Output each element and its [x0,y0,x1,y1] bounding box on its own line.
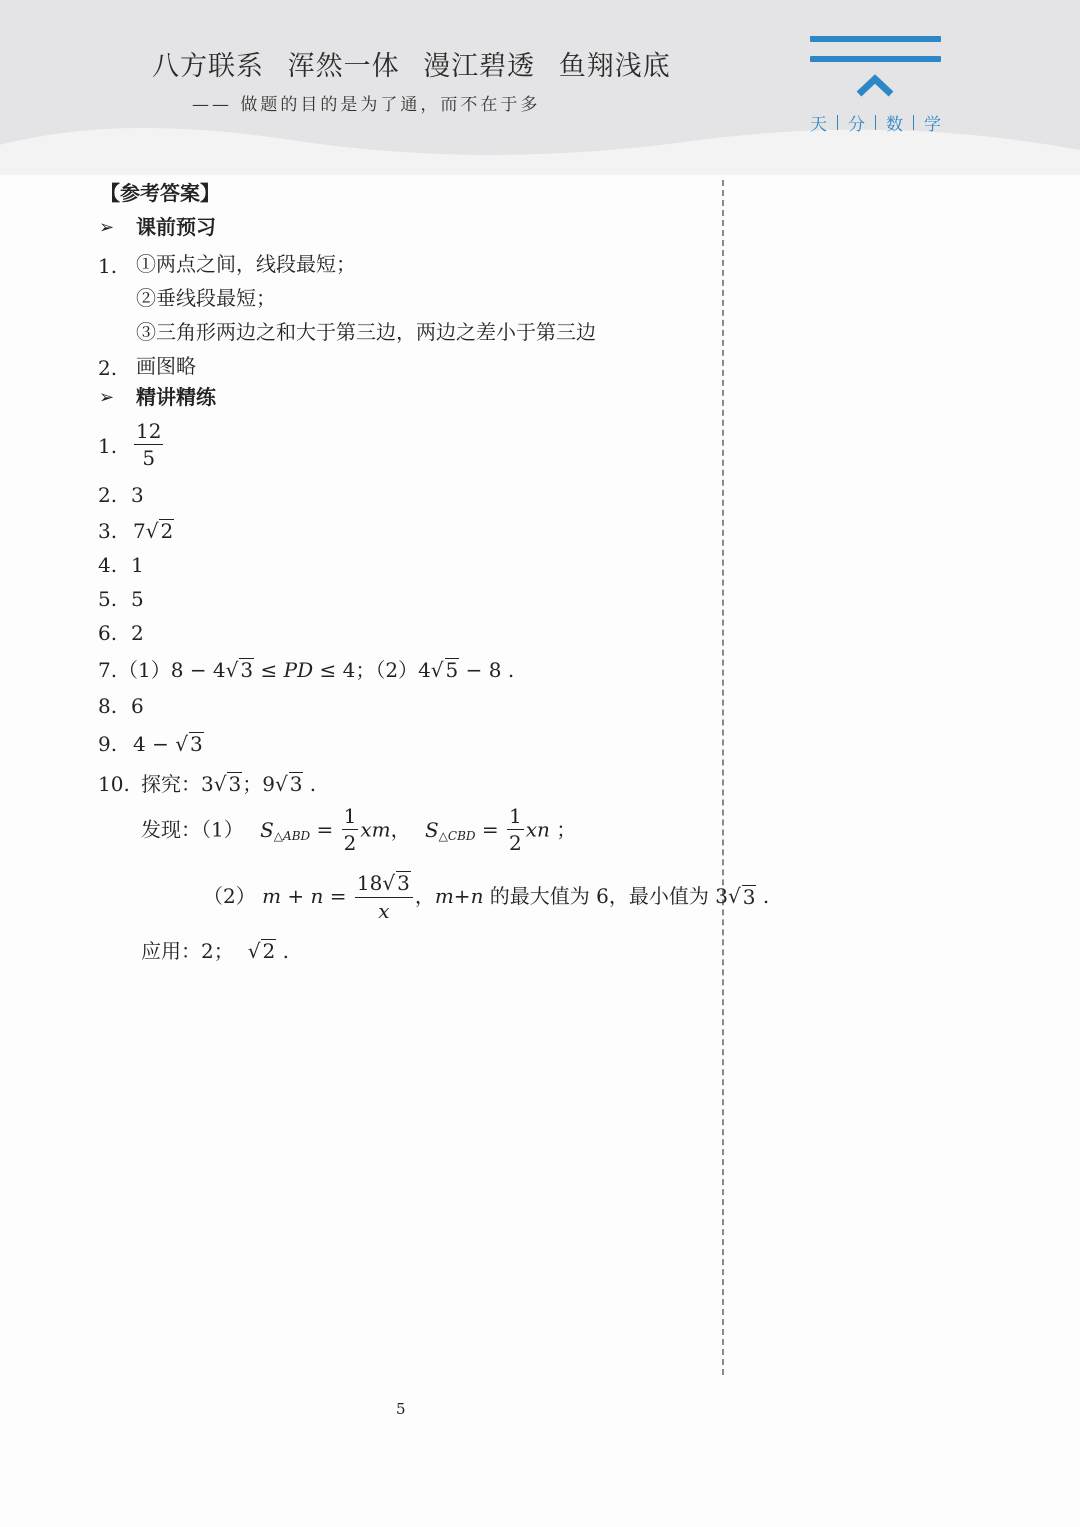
brand-char: 学 [924,115,941,135]
answer-line: 4 − √ 3 [133,732,203,756]
brand-char: 数 [886,115,903,135]
item-number: 7. [98,658,118,682]
chevron-up-icon [856,74,894,98]
answer-line: 探究：3√ 3；9√ 3 . [141,772,317,796]
logo-text [810,110,941,135]
item-number: 1. [98,434,118,458]
section-heading-practice: 精讲精练 [136,385,216,409]
item-number: 3. [98,519,118,543]
answer-line: ①两点之间，线段最短； [136,252,356,276]
motto-phrase: 八方联系 [152,51,264,82]
item-number: 2. [98,483,118,507]
answer-line: 发现：（1） $S_{\triangle ABD}$ = $\frac{1}{2}$ xm， $S_{\triangle CBD}$ = $\frac{1}{2}$ xn ； [141,804,577,855]
answer-line: 2 [131,621,144,645]
logo-bar-bottom [810,56,941,62]
answer-line: ③三角形两边之和大于第三边，两边之差小于第三边 [136,320,596,344]
answer-title: 【参考答案】 [100,181,220,205]
item-number: 6. [98,621,118,645]
item-number: 8. [98,694,118,718]
answer-line: （2） m + n = $\frac{18√ 3}{x}$ ，m+n 的最大值为 6，最小值为 3√ 3 . [203,871,770,923]
column-divider [722,180,724,1375]
motto-phrase: 浑然一体 [287,51,400,82]
brand-char: 分 [848,115,865,135]
answer-line: 3 [131,483,144,507]
item-number: 5. [98,587,118,611]
item-number: 4. [98,553,118,577]
header-sub-motto: —— 做题的目的是为了通，而不在于多 [192,95,541,115]
item-number: 9. [98,732,118,756]
answer-line: 画图略 [136,354,196,378]
answer-line: 1 [131,553,144,577]
logo-bar-top [810,36,941,42]
item-number: 2. [98,356,118,380]
answer-line: 6 [131,694,144,718]
answer-line: ②垂线段最短； [136,286,276,310]
item-number: 1. [98,254,118,278]
brand-char: 天 [810,115,827,135]
page-number: 5 [396,1400,406,1418]
section-heading-preview: 课前预习 [136,215,216,239]
motto-phrase: 漫江碧透 [423,51,536,82]
answer-line: 7√ 2 [133,519,174,543]
answer-line: 5 [131,587,144,611]
header-motto [152,44,685,83]
brand-logo [810,36,941,136]
arrow-bullet-icon: ➢ [99,217,115,238]
motto-phrase: 鱼翔浅底 [558,51,671,82]
arrow-bullet-icon: ➢ [99,387,115,408]
item-number: 10. [98,772,130,796]
answer-line: （1）8 − 4√ 3 ≤ PD ≤ 4；（2）4√ 5 − 8 . [118,658,515,682]
answer-line: 应用：2； √ 2 . [141,939,289,963]
answer-fraction: $\frac{12}{5}$ [136,419,162,470]
